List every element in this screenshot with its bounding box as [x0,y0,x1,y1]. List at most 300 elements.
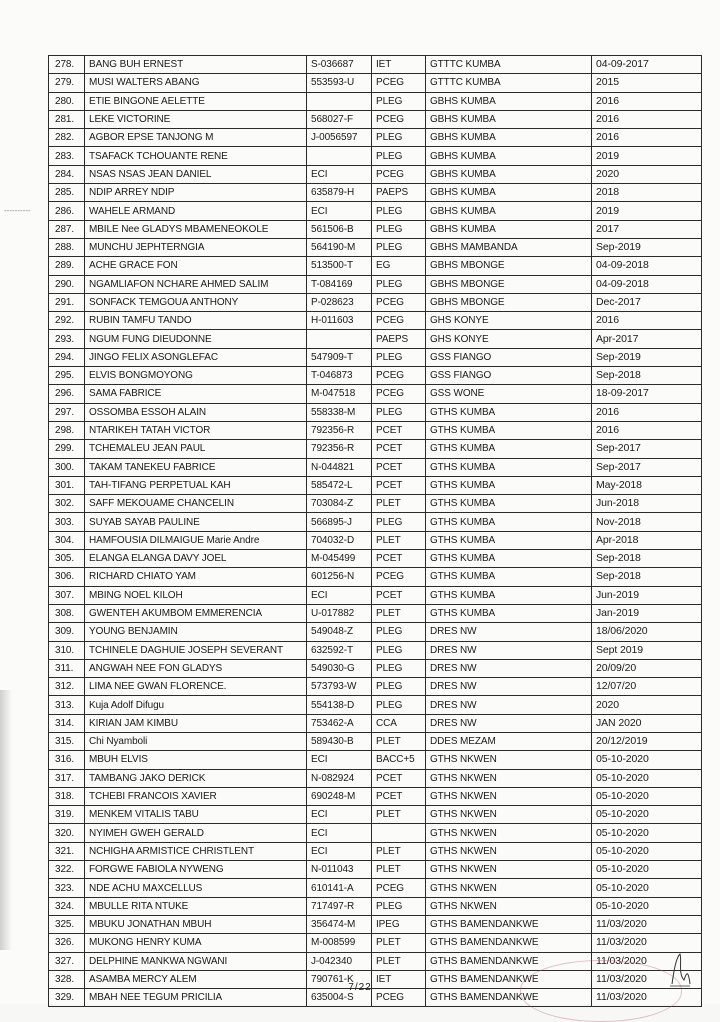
grade-cell: IET [372,970,426,988]
row-number-cell: 313. [49,696,85,714]
matricule-cell: 601256-N [307,568,372,586]
table-row [49,275,702,293]
date-cell: 2015 [592,74,702,92]
date-cell: 11/03/2020 [592,952,702,970]
school-cell: GTHS KUMBA [426,476,592,494]
staff-name-cell: MUKONG HENRY KUMA [85,934,307,952]
row-number-cell: 290. [49,275,85,293]
grade-cell: CCA [372,714,426,732]
staff-name-cell: TCHEBI FRANCOIS XAVIER [85,787,307,805]
grade-cell: PCET [372,769,426,787]
school-cell: GTHS NKWEN [426,769,592,787]
date-cell: 11/03/2020 [592,989,702,1007]
date-cell: 04-09-2018 [592,257,702,275]
date-cell: 05-10-2020 [592,806,702,824]
staff-name-cell: ETIE BINGONE AELETTE [85,92,307,110]
staff-name-cell: TAMBANG JAKO DERICK [85,769,307,787]
school-cell: GBHS KUMBA [426,202,592,220]
grade-cell: PLEG [372,678,426,696]
staff-name-cell: LIMA NEE GWAN FLORENCE. [85,678,307,696]
table-row [49,476,702,494]
grade-cell: PLEG [372,348,426,366]
date-cell: 2019 [592,202,702,220]
table-row [49,824,702,842]
staff-name-cell: ELANGA ELANGA DAVY JOEL [85,550,307,568]
row-number-cell: 327. [49,952,85,970]
school-cell: GSS FIANGO [426,367,592,385]
staff-name-cell: ELVIS BONGMOYONG [85,367,307,385]
matricule-cell: 513500-T [307,257,372,275]
date-cell: Dec-2017 [592,293,702,311]
school-cell: GTHS BAMENDANKWE [426,952,592,970]
grade-cell: PLEG [372,202,426,220]
school-cell: GBHS KUMBA [426,110,592,128]
row-number-cell: 287. [49,220,85,238]
row-number-cell: 302. [49,495,85,513]
date-cell: JAN 2020 [592,714,702,732]
grade-cell: PCET [372,586,426,604]
grade-cell: PCET [372,787,426,805]
row-number-cell: 279. [49,74,85,92]
row-number-cell: 309. [49,623,85,641]
grade-cell: PLET [372,806,426,824]
row-number-cell: 324. [49,897,85,915]
matricule-cell: M-047518 [307,385,372,403]
staff-name-cell: GWENTEH AKUMBOM EMMERENCIA [85,604,307,622]
grade-cell: PCEG [372,293,426,311]
date-cell: Sep-2018 [592,550,702,568]
school-cell: GTHS KUMBA [426,440,592,458]
table-row [49,806,702,824]
table-row [49,403,702,421]
grade-cell: PCEG [372,74,426,92]
staff-table [48,55,702,1007]
row-number-cell: 305. [49,550,85,568]
grade-cell: BACC+5 [372,751,426,769]
table-row [49,586,702,604]
matricule-cell: 573793-W [307,678,372,696]
grade-cell: PLEG [372,147,426,165]
staff-name-cell: MUNCHU JEPHTERNGIA [85,238,307,256]
row-number-cell: 320. [49,824,85,842]
school-cell: GHS KONYE [426,312,592,330]
staff-name-cell: DELPHINE MANKWA NGWANI [85,952,307,970]
matricule-cell: M-045499 [307,550,372,568]
matricule-cell [307,92,372,110]
school-cell: GTHS NKWEN [426,751,592,769]
matricule-cell: 703084-Z [307,495,372,513]
school-cell: GTHS NKWEN [426,897,592,915]
staff-name-cell: SAFF MEKOUAME CHANCELIN [85,495,307,513]
row-number-cell: 316. [49,751,85,769]
staff-name-cell: NGUM FUNG DIEUDONNE [85,330,307,348]
row-number-cell: 310. [49,641,85,659]
staff-name-cell: MENKEM VITALIS TABU [85,806,307,824]
date-cell: 05-10-2020 [592,751,702,769]
row-number-cell: 317. [49,769,85,787]
date-cell: 11/03/2020 [592,970,702,988]
school-cell: GBHS KUMBA [426,220,592,238]
matricule-cell: T-046873 [307,367,372,385]
matricule-cell: H-011603 [307,312,372,330]
grade-cell: PLEG [372,623,426,641]
date-cell: 2016 [592,110,702,128]
row-number-cell: 286. [49,202,85,220]
table-row [49,74,702,92]
school-cell: GTHS KUMBA [426,495,592,513]
matricule-cell: ECI [307,165,372,183]
school-cell: GTHS KUMBA [426,604,592,622]
staff-name-cell: ACHE GRACE FON [85,257,307,275]
table-row [49,696,702,714]
grade-cell: PLEG [372,513,426,531]
table-row [49,293,702,311]
table-row [49,604,702,622]
matricule-cell: T-084169 [307,275,372,293]
staff-name-cell: MBILE Nee GLADYS MBAMENEOKOLE [85,220,307,238]
date-cell: 2017 [592,220,702,238]
row-number-cell: 304. [49,531,85,549]
school-cell: GBHS KUMBA [426,92,592,110]
grade-cell: PAEPS [372,184,426,202]
date-cell: 20/12/2019 [592,732,702,750]
table-row [49,714,702,732]
matricule-cell: N-044821 [307,458,372,476]
row-number-cell: 307. [49,586,85,604]
staff-name-cell: ANGWAH NEE FON GLADYS [85,659,307,677]
matricule-cell: 558338-M [307,403,372,421]
row-number-cell: 299. [49,440,85,458]
date-cell: Sep-2019 [592,348,702,366]
school-cell: DRES NW [426,678,592,696]
grade-cell: PLEG [372,238,426,256]
row-number-cell: 284. [49,165,85,183]
date-cell: 05-10-2020 [592,897,702,915]
staff-name-cell: TAH-TIFANG PERPETUAL KAH [85,476,307,494]
date-cell: 2018 [592,184,702,202]
matricule-cell: 549048-Z [307,623,372,641]
matricule-cell: ECI [307,751,372,769]
date-cell: Nov-2018 [592,513,702,531]
staff-name-cell: AGBOR EPSE TANJONG M [85,129,307,147]
row-number-cell: 292. [49,312,85,330]
school-cell: GBHS KUMBA [426,184,592,202]
school-cell: GBHS MBONGE [426,293,592,311]
grade-cell: PLET [372,861,426,879]
table-row [49,165,702,183]
staff-name-cell: YOUNG BENJAMIN [85,623,307,641]
row-number-cell: 281. [49,110,85,128]
staff-name-cell: RICHARD CHIATO YAM [85,568,307,586]
row-number-cell: 291. [49,293,85,311]
staff-name-cell: MBUH ELVIS [85,751,307,769]
school-cell: GTHS KUMBA [426,550,592,568]
table-row [49,732,702,750]
table-row [49,550,702,568]
date-cell: Sep-2018 [592,367,702,385]
row-number-cell: 311. [49,659,85,677]
grade-cell: EG [372,257,426,275]
school-cell: GTHS KUMBA [426,458,592,476]
date-cell: 12/07/20 [592,678,702,696]
row-number-cell: 322. [49,861,85,879]
matricule-cell: 549030-G [307,659,372,677]
page-edge-shadow [0,690,12,950]
school-cell: DDES MEZAM [426,732,592,750]
school-cell: GTHS KUMBA [426,568,592,586]
staff-name-cell: TCHEMALEU JEAN PAUL [85,440,307,458]
date-cell: 11/03/2020 [592,934,702,952]
table-row [49,367,702,385]
staff-name-cell: MBING NOEL KILOH [85,586,307,604]
date-cell: 05-10-2020 [592,842,702,860]
date-cell: 11/03/2020 [592,915,702,933]
school-cell: GHS KONYE [426,330,592,348]
matricule-cell: 585472-L [307,476,372,494]
school-cell: GBHS MBONGE [426,275,592,293]
date-cell: Jan-2019 [592,604,702,622]
table-row [49,440,702,458]
staff-name-cell: Kuja Adolf Difugu [85,696,307,714]
table-row [49,897,702,915]
matricule-cell: ECI [307,202,372,220]
matricule-cell: 568027-F [307,110,372,128]
matricule-cell: 704032-D [307,531,372,549]
date-cell: Sep-2017 [592,440,702,458]
date-cell: 2016 [592,312,702,330]
row-number-cell: 298. [49,421,85,439]
staff-name-cell: NTARIKEH TATAH VICTOR [85,421,307,439]
row-number-cell: 323. [49,879,85,897]
staff-name-cell: HAMFOUSIA DILMAIGUE Marie Andre [85,531,307,549]
table-row [49,421,702,439]
matricule-cell: 635004-S [307,989,372,1007]
matricule-cell: 753462-A [307,714,372,732]
row-number-cell: 301. [49,476,85,494]
grade-cell: PLET [372,842,426,860]
date-cell: 2016 [592,403,702,421]
row-number-cell: 325. [49,915,85,933]
grade-cell: PCEG [372,110,426,128]
date-cell: Sep-2018 [592,568,702,586]
row-number-cell: 319. [49,806,85,824]
row-number-cell: 326. [49,934,85,952]
date-cell: 05-10-2020 [592,879,702,897]
date-cell: Sep-2019 [592,238,702,256]
school-cell: GTHS KUMBA [426,531,592,549]
date-cell: 2020 [592,165,702,183]
row-number-cell: 312. [49,678,85,696]
staff-name-cell: ASAMBA MERCY ALEM [85,970,307,988]
row-number-cell: 282. [49,129,85,147]
school-cell: GBHS MBONGE [426,257,592,275]
staff-name-cell: LEKE VICTORINE [85,110,307,128]
grade-cell: PLEG [372,897,426,915]
grade-cell: PCET [372,458,426,476]
school-cell: GTHS NKWEN [426,824,592,842]
school-cell: GTHS KUMBA [426,513,592,531]
table-row [49,330,702,348]
table-row [49,659,702,677]
staff-name-cell: KIRIAN JAM KIMBU [85,714,307,732]
matricule-cell: 690248-M [307,787,372,805]
matricule-cell: 554138-D [307,696,372,714]
school-cell: GTHS BAMENDANKWE [426,970,592,988]
grade-cell: PLEG [372,275,426,293]
table-row [49,915,702,933]
row-number-cell: 329. [49,989,85,1007]
staff-name-cell: NCHIGHA ARMISTICE CHRISTLENT [85,842,307,860]
grade-cell: PLEG [372,641,426,659]
row-number-cell: 285. [49,184,85,202]
school-cell: GBHS MAMBANDA [426,238,592,256]
school-cell: GSS WONE [426,385,592,403]
matricule-cell: P-028623 [307,293,372,311]
grade-cell: PLET [372,952,426,970]
date-cell: 18-09-2017 [592,385,702,403]
table-row [49,495,702,513]
grade-cell: PCET [372,550,426,568]
school-cell: GTHS KUMBA [426,586,592,604]
matricule-cell: 792356-R [307,421,372,439]
row-number-cell: 315. [49,732,85,750]
matricule-cell: U-017882 [307,604,372,622]
matricule-cell: 547909-T [307,348,372,366]
matricule-cell: 561506-B [307,220,372,238]
matricule-cell [307,330,372,348]
staff-name-cell: NGAMLIAFON NCHARE AHMED SALIM [85,275,307,293]
row-number-cell: 314. [49,714,85,732]
grade-cell: PLEG [372,659,426,677]
date-cell: 2016 [592,129,702,147]
school-cell: GBHS KUMBA [426,147,592,165]
date-cell: 04-09-2018 [592,275,702,293]
matricule-cell: S-036687 [307,56,372,74]
grade-cell [372,824,426,842]
date-cell: 04-09-2017 [592,56,702,74]
table-row [49,238,702,256]
grade-cell: PLEG [372,129,426,147]
staff-name-cell: NDIP ARREY NDIP [85,184,307,202]
table-row [49,934,702,952]
matricule-cell: J-042340 [307,952,372,970]
grade-cell: PLET [372,495,426,513]
table-row [49,184,702,202]
staff-name-cell: SUYAB SAYAB PAULINE [85,513,307,531]
row-number-cell: 278. [49,56,85,74]
date-cell: 2019 [592,147,702,165]
matricule-cell: 589430-B [307,732,372,750]
row-number-cell: 318. [49,787,85,805]
table-row [49,312,702,330]
table-row [49,787,702,805]
table-row [49,531,702,549]
staff-name-cell: RUBIN TAMFU TANDO [85,312,307,330]
date-cell: Apr-2017 [592,330,702,348]
date-cell: Apr-2018 [592,531,702,549]
school-cell: DRES NW [426,714,592,732]
table-row [49,147,702,165]
school-cell: GTTTC KUMBA [426,56,592,74]
matricule-cell: 553593-U [307,74,372,92]
row-number-cell: 288. [49,238,85,256]
school-cell: GTHS KUMBA [426,403,592,421]
row-number-cell: 297. [49,403,85,421]
grade-cell: PLEG [372,403,426,421]
row-number-cell: 289. [49,257,85,275]
grade-cell: PCEG [372,385,426,403]
school-cell: GTHS NKWEN [426,787,592,805]
matricule-cell: N-011043 [307,861,372,879]
date-cell: Sep-2017 [592,458,702,476]
grade-cell: PLET [372,934,426,952]
school-cell: GBHS KUMBA [426,165,592,183]
grade-cell: PCEG [372,367,426,385]
table-row [49,678,702,696]
school-cell: GSS FIANGO [426,348,592,366]
staff-name-cell: SAMA FABRICE [85,385,307,403]
date-cell: 2016 [592,92,702,110]
staff-name-cell: OSSOMBA ESSOH ALAIN [85,403,307,421]
grade-cell: PCET [372,476,426,494]
staff-name-cell: BANG BUH ERNEST [85,56,307,74]
staff-name-cell: WAHELE ARMAND [85,202,307,220]
date-cell: 05-10-2020 [592,769,702,787]
grade-cell: PLEG [372,92,426,110]
table-row [49,623,702,641]
staff-name-cell: JINGO FELIX ASONGLEFAC [85,348,307,366]
grade-cell: PLEG [372,696,426,714]
table-row [49,110,702,128]
staff-name-cell: NSAS NSAS JEAN DANIEL [85,165,307,183]
matricule-cell: ECI [307,824,372,842]
grade-cell: PLET [372,604,426,622]
matricule-cell: M-008599 [307,934,372,952]
row-number-cell: 303. [49,513,85,531]
matricule-cell: ECI [307,806,372,824]
matricule-cell [307,147,372,165]
school-cell: GTTTC KUMBA [426,74,592,92]
table-row [49,751,702,769]
date-cell: May-2018 [592,476,702,494]
grade-cell: PCET [372,421,426,439]
table-row [49,129,702,147]
row-number-cell: 328. [49,970,85,988]
grade-cell: PCEG [372,879,426,897]
row-number-cell: 296. [49,385,85,403]
table-row [49,641,702,659]
row-number-cell: 294. [49,348,85,366]
row-number-cell: 293. [49,330,85,348]
table-row [49,842,702,860]
row-number-cell: 321. [49,842,85,860]
staff-name-cell: MBULLE RITA NTUKE [85,897,307,915]
table-row [49,458,702,476]
table-row [49,257,702,275]
row-number-cell: 280. [49,92,85,110]
grade-cell: PAEPS [372,330,426,348]
matricule-cell: ECI [307,842,372,860]
row-number-cell: 295. [49,367,85,385]
matricule-cell: 792356-R [307,440,372,458]
grade-cell: PLEG [372,220,426,238]
staff-name-cell: MUSI WALTERS ABANG [85,74,307,92]
row-number-cell: 283. [49,147,85,165]
matricule-cell: 610141-A [307,879,372,897]
matricule-cell: 717497-R [307,897,372,915]
school-cell: DRES NW [426,659,592,677]
table-body [49,56,702,1007]
